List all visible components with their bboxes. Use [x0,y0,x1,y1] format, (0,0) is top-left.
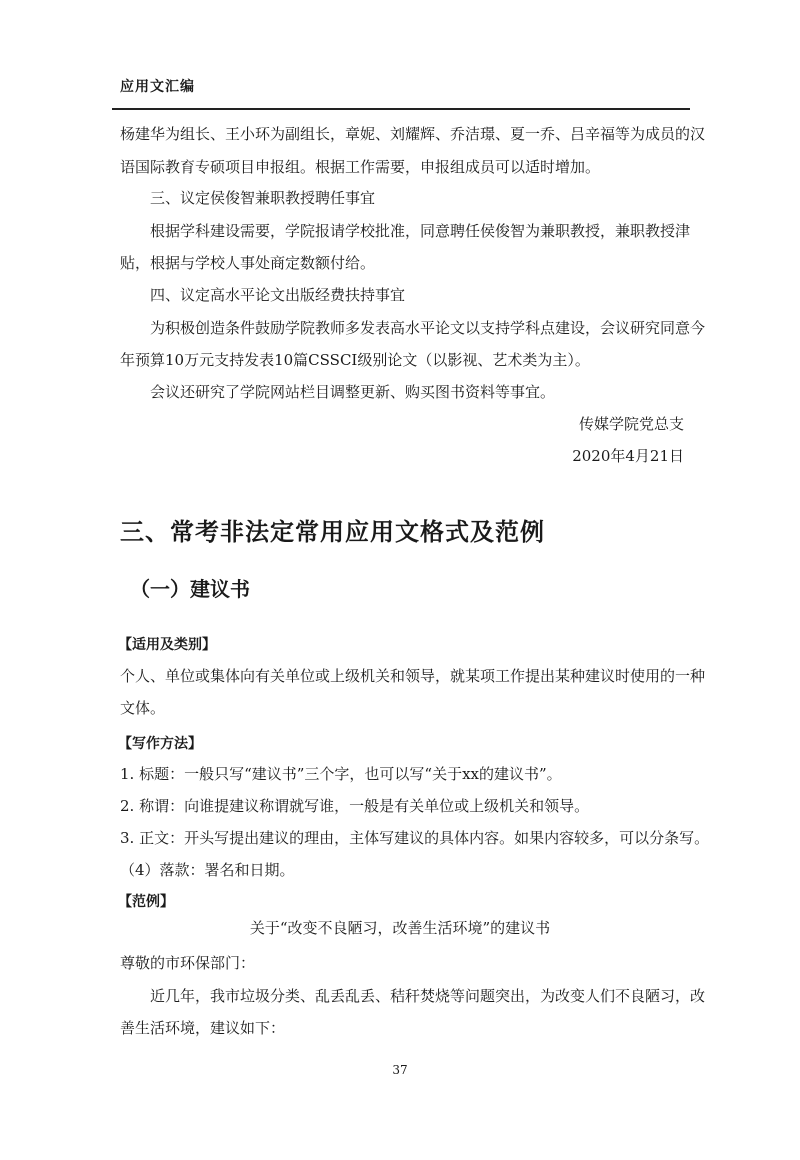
scope-label: 【适用及类别】 [118,637,216,653]
body-line: 根据学科建设需要，学院报请学校批准，同意聘任侯俊智为兼职教授，兼职教授津 [150,222,691,240]
body-line: 杨建华为组长、王小环为副组长，章妮、刘耀辉、乔洁璟、夏一乔、吕辛福等为成员的汉 [120,125,706,143]
scope-line: 个人、单位或集体向有关单位或上级机关和领导，就某项工作提出某种建议时使用的一种 [120,667,706,685]
header-rule [112,108,690,110]
method-label: 【写作方法】 [118,736,202,752]
method-item: （4）落款：署名和日期。 [120,861,295,879]
example-label: 【范例】 [118,894,174,910]
signature-date: 2020年4月21日 [572,447,684,465]
running-header: 应用文汇编 [120,79,195,95]
method-item: 2. 称谓：向谁提建议称谓就写谁，一般是有关单位或上级机关和领导。 [120,797,590,815]
section-heading: 三、常考非法定常用应用文格式及范例 [120,518,545,546]
body-line: 贴，根据与学校人事处商定数额付给。 [120,254,376,272]
item-heading: 三、议定侯俊智兼职教授聘任事宜 [150,189,376,207]
example-line: 近几年，我市垃圾分类、乱丢乱丢、秸秆焚烧等问题突出，为改变人们不良陋习，改 [150,987,706,1005]
scope-line: 文体。 [120,699,166,717]
subsection-heading: （一）建议书 [130,577,250,601]
body-line: 为积极创造条件鼓励学院教师多发表高水平论文以支持学科点建设，会议研究同意今 [150,319,706,337]
example-title: 关于“改变不良陋习，改善生活环境”的建议书 [249,919,551,937]
item-heading: 四、议定高水平论文出版经费扶持事宜 [150,286,406,304]
example-line: 善生活环境，建议如下： [120,1019,286,1037]
example-salutation: 尊敬的市环保部门： [120,954,256,972]
method-item: 1. 标题：一般只写“建议书”三个字，也可以写“关于xx的建议书”。 [120,765,562,783]
body-line: 会议还研究了学院网站栏目调整更新、购买图书资料等事宜。 [150,383,556,401]
method-item: 3. 正文：开头写提出建议的理由，主体写建议的具体内容。如果内容较多，可以分条写。 [120,829,710,847]
body-line: 年预算10万元支持发表10篇CSSCI级别论文（以影视、艺术类为主）。 [120,351,590,369]
body-line: 语国际教育专硕项目申报组。根据工作需要，申报组成员可以适时增加。 [120,158,601,176]
page-number: 37 [392,1063,408,1077]
signature-organization: 传媒学院党总支 [578,415,684,433]
